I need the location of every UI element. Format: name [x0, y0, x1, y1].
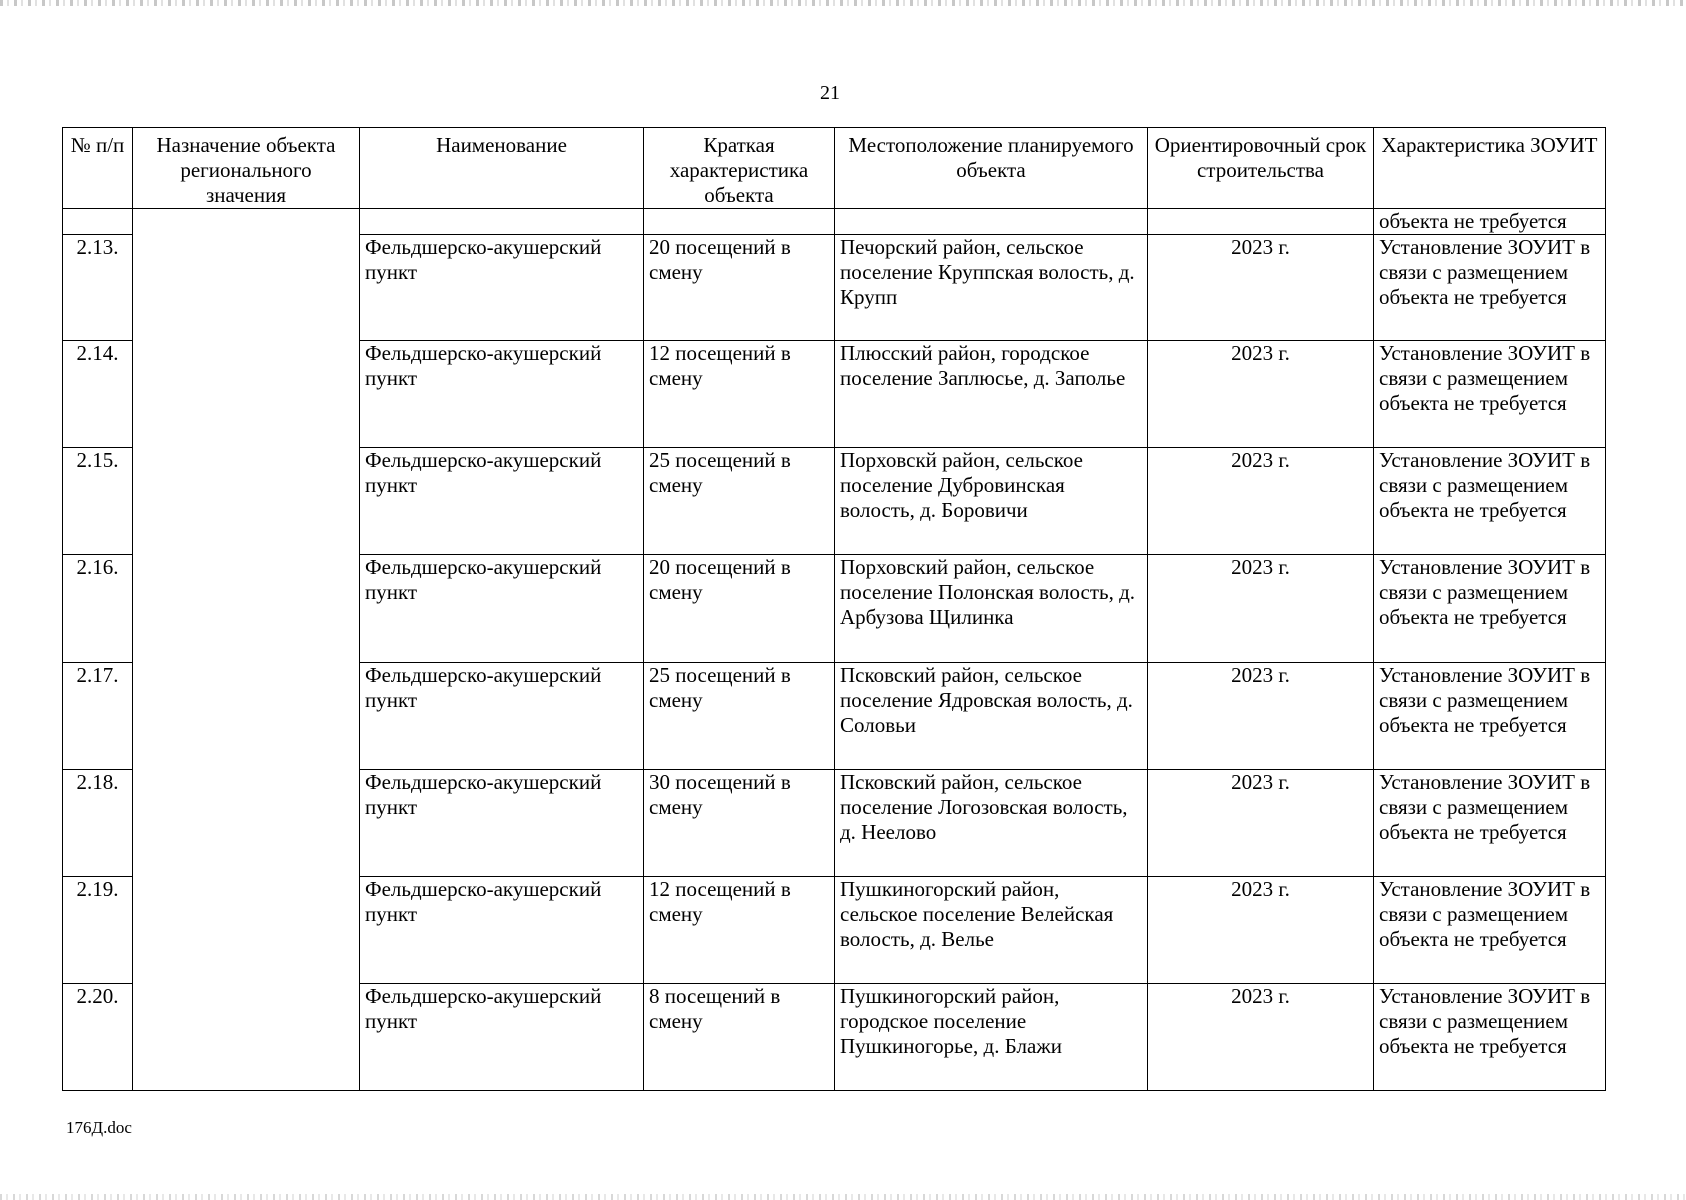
row-name: Фельдшерско-акушерский пункт — [360, 555, 644, 663]
row-name: Фельдшерско-акушерский пункт — [360, 770, 644, 877]
row-zouit: Установление ЗОУИТ в связи с размещением объекта не требуется — [1374, 663, 1606, 770]
cont-term — [1148, 209, 1374, 235]
purpose-merged-cell — [133, 209, 360, 1091]
header-zouit: Характеристика ЗОУИТ — [1374, 128, 1606, 209]
row-zouit: Установление ЗОУИТ в связи с размещением объекта не требуется — [1374, 341, 1606, 448]
row-term: 2023 г. — [1148, 770, 1374, 877]
row-num: 2.20. — [63, 984, 133, 1091]
header-location: Местоположение планируемого объекта — [835, 128, 1148, 209]
row-location: Пушкиногорский район, городское поселение Пушкиногорье, д. Блажи — [835, 984, 1148, 1091]
footer-filename: 176Д.doc — [66, 1118, 132, 1137]
row-num: 2.13. — [63, 235, 133, 341]
scan-edge-bottom — [0, 1194, 1686, 1200]
cont-characteristic — [644, 209, 835, 235]
header-num: № п/п — [63, 128, 133, 209]
row-name: Фельдшерско-акушерский пункт — [360, 448, 644, 555]
header-characteristic: Краткая характеристика объекта — [644, 128, 835, 209]
row-term: 2023 г. — [1148, 877, 1374, 984]
row-term: 2023 г. — [1148, 341, 1374, 448]
cont-name — [360, 209, 644, 235]
row-zouit: Установление ЗОУИТ в связи с размещением объекта не требуется — [1374, 877, 1606, 984]
row-name: Фельдшерско-акушерский пункт — [360, 341, 644, 448]
row-zouit: Установление ЗОУИТ в связи с размещением объекта не требуется — [1374, 235, 1606, 341]
row-name: Фельдшерско-акушерский пункт — [360, 984, 644, 1091]
row-location: Печорский район, сельское поселение Круппская волость, д. Крупп — [835, 235, 1148, 341]
row-num: 2.19. — [63, 877, 133, 984]
row-location: Плюсский район, городское поселение Заплюсье, д. Заполье — [835, 341, 1148, 448]
row-location: Псковский район, сельское поселение Ядровская волость, д. Соловьи — [835, 663, 1148, 770]
row-num: 2.14. — [63, 341, 133, 448]
row-characteristic: 8 посещений в смену — [644, 984, 835, 1091]
continuation-row — [63, 209, 1606, 235]
row-name: Фельдшерско-акушерский пункт — [360, 877, 644, 984]
row-characteristic: 12 посещений в смену — [644, 877, 835, 984]
scan-edge-top — [0, 0, 1686, 6]
table-header-row — [63, 128, 1606, 209]
row-num: 2.18. — [63, 770, 133, 877]
objects-table — [62, 127, 1606, 1091]
row-characteristic: 20 посещений в смену — [644, 555, 835, 663]
row-characteristic: 25 посещений в смену — [644, 663, 835, 770]
row-name: Фельдшерско-акушерский пункт — [360, 235, 644, 341]
row-characteristic: 20 посещений в смену — [644, 235, 835, 341]
row-term: 2023 г. — [1148, 984, 1374, 1091]
row-term: 2023 г. — [1148, 555, 1374, 663]
row-term: 2023 г. — [1148, 448, 1374, 555]
row-num: 2.16. — [63, 555, 133, 663]
row-characteristic: 12 посещений в смену — [644, 341, 835, 448]
row-location: Пушкиногорский район, сельское поселение Велейская волость, д. Велье — [835, 877, 1148, 984]
row-term: 2023 г. — [1148, 235, 1374, 341]
row-num: 2.17. — [63, 663, 133, 770]
cont-num — [63, 209, 133, 235]
row-num: 2.15. — [63, 448, 133, 555]
row-zouit: Установление ЗОУИТ в связи с размещением объекта не требуется — [1374, 984, 1606, 1091]
header-term: Ориентировочный срок строительства — [1148, 128, 1374, 209]
header-purpose: Назначение объекта регионального значения — [133, 128, 360, 209]
page-number: 21 — [820, 82, 840, 104]
row-location: Порховский район, сельское поселение Полонская волость, д. Арбузова Щилинка — [835, 555, 1148, 663]
row-location: Псковский район, сельское поселение Логозовская волость, д. Неелово — [835, 770, 1148, 877]
cont-zouit: объекта не требуется — [1374, 209, 1606, 235]
row-characteristic: 25 посещений в смену — [644, 448, 835, 555]
row-zouit: Установление ЗОУИТ в связи с размещением объекта не требуется — [1374, 448, 1606, 555]
row-location: Порховскй район, сельское поселение Дубровинская волость, д. Боровичи — [835, 448, 1148, 555]
row-characteristic: 30 посещений в смену — [644, 770, 835, 877]
row-term: 2023 г. — [1148, 663, 1374, 770]
row-zouit: Установление ЗОУИТ в связи с размещением объекта не требуется — [1374, 770, 1606, 877]
row-zouit: Установление ЗОУИТ в связи с размещением объекта не требуется — [1374, 555, 1606, 663]
cont-location — [835, 209, 1148, 235]
row-name: Фельдшерско-акушерский пункт — [360, 663, 644, 770]
header-name: Наименование — [360, 128, 644, 209]
